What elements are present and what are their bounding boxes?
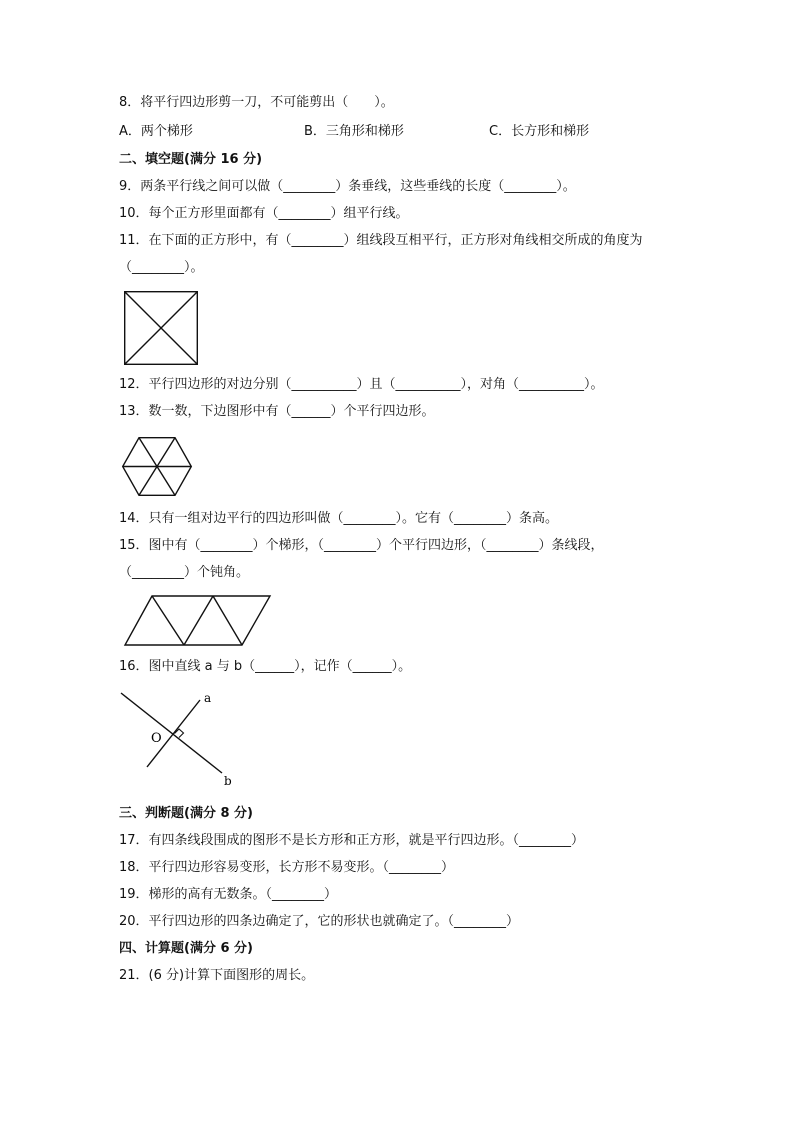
question-11-line2: （________）。 — [119, 260, 204, 275]
perpendicular-lines-diagram — [118, 689, 242, 789]
q8-option-a: A．两个梯形 — [119, 124, 193, 139]
question-14: 14．只有一组对边平行的四边形叫做（________）。它有（________）条高。 — [119, 511, 559, 526]
question-11-line1: 11．在下面的正方形中，有（________）组线段互相平行，正方形对角线相交所成的角度为 — [119, 233, 643, 248]
parallelogram-inner-line-2 — [184, 596, 213, 645]
section-heading-calculation: 四、计算题(满分 6 分) — [119, 941, 253, 956]
question-9: 9．两条平行线之间可以做（________）条垂线，这些垂线的长度（________）。 — [119, 179, 576, 194]
question-10: 10．每个正方形里面都有（________）组平行线。 — [119, 206, 409, 221]
parallelogram-outline — [125, 596, 270, 645]
question-8: 8．将平行四边形剪一刀，不可能剪出（ ）。 — [119, 95, 394, 110]
question-20: 20．平行四边形的四条边确定了，它的形状也就确定了。（________） — [119, 914, 520, 929]
question-21: 21．(6 分)计算下面图形的周长。 — [119, 968, 315, 983]
question-17: 17．有四条线段围成的图形不是长方形和正方形，就是平行四边形。（________） — [119, 833, 585, 848]
parallelogram-inner-line-3 — [213, 596, 242, 645]
q8-option-c: C．长方形和梯形 — [489, 124, 590, 139]
question-13: 13．数一数，下边图形中有（______）个平行四边形。 — [119, 404, 435, 419]
question-12: 12．平行四边形的对边分别（__________）且（__________），对角（__________）。 — [119, 377, 604, 392]
parallelogram-diagram — [124, 595, 272, 647]
square-diagram — [124, 291, 198, 365]
question-16: 16．图中直线 a 与 b（______），记作（______）。 — [119, 659, 412, 674]
question-19: 19．梯形的高有无数条。（________） — [119, 887, 338, 902]
line-b — [121, 693, 222, 773]
section-heading-fill-in: 二、填空题(满分 16 分) — [119, 152, 263, 167]
q8-option-b: B．三角形和梯形 — [304, 124, 404, 139]
question-18: 18．平行四边形容易变形，长方形不易变形。（________） — [119, 860, 455, 875]
hexagon-diagram — [122, 437, 192, 497]
label-b: b — [224, 774, 232, 788]
section-heading-true-false: 三、判断题(满分 8 分) — [119, 806, 253, 821]
parallelogram-inner-line-1 — [152, 596, 184, 645]
question-15-line1: 15．图中有（________）个梯形，（________）个平行四边形，（________）条线段， — [119, 538, 604, 553]
question-15-line2: （________）个钝角。 — [119, 565, 250, 580]
label-o: O — [151, 731, 162, 746]
label-a: a — [204, 691, 212, 705]
